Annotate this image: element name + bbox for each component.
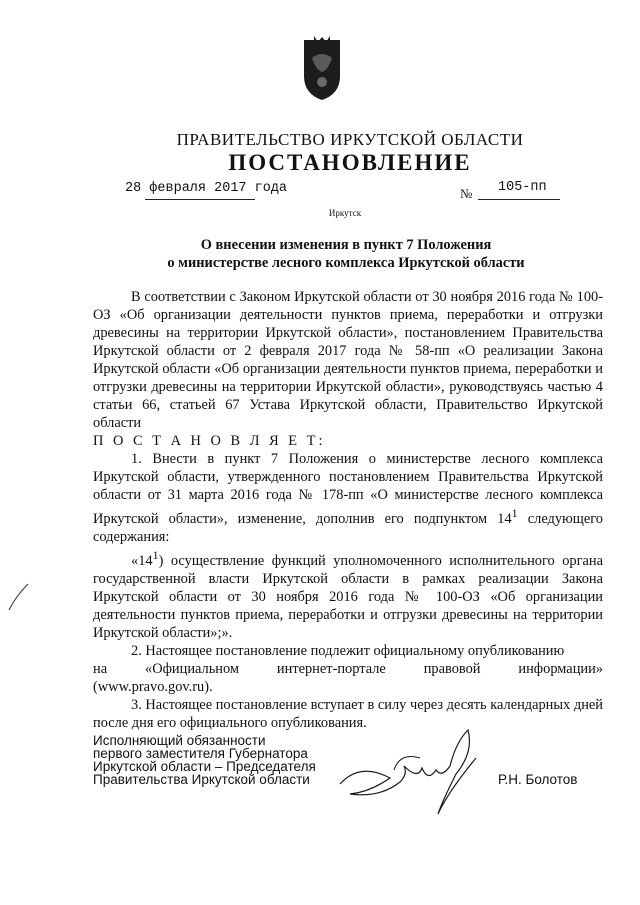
quote-text: ) осуществление функций уполномоченного исполнительного органа государственной власти Иркутской области в рамках реализации Закона Иркутской области от 30 ноября 2016 года № 100-ОЗ «Об организации деятельности пунктов приема, переработки и отгрузки древесины на территории Иркутской области»;». xyxy=(93,552,603,641)
title-line-2: о министерстве лесного комплекса Иркутской области xyxy=(167,255,525,271)
item-2-line-3: (www.pravo.gov.ru). xyxy=(93,678,213,695)
item-3-paragraph: 3. Настоящее постановление вступает в силу через десять календарных дней после дня его официального опубликования. xyxy=(93,696,603,731)
preamble-paragraph: В соответствии с Законом Иркутской области от 30 ноября 2016 года № 100-ОЗ «Об организации деятельности пунктов приема, переработки и отгрузки древесины на территории Иркутской области», постановлением Правительства Иркутской области от 2 февраля 2017 года № 58-пп «О реализации Закона Иркутской области «Об организации деятельности пунктов приема, переработки и отгрузки древесины на территории Иркутской области», руководствуясь частью 4 статьи 66, статьей 67 Устава Иркутской области, Правительство Иркутской области xyxy=(93,289,603,431)
quote-superscript: 1 xyxy=(152,547,159,562)
document-date: 28 февраля 2017 года xyxy=(125,181,288,196)
item-1-paragraph xyxy=(93,450,603,546)
position-line-4: Правительства Иркутской области xyxy=(93,772,310,787)
margin-mark xyxy=(6,580,30,612)
position-line-1: Исполняющий обязанности xyxy=(93,733,266,748)
government-name: ПРАВИТЕЛЬСТВО ИРКУТСКОЙ ОБЛАСТИ xyxy=(176,130,524,149)
item-1-text: 1. Внести в пункт 7 Положения о министерстве лесного комплекса Иркутской области, утвержденного постановлением Правительства Иркутской области от 31 марта 2016 года № 178-пп «О министерстве лесного комплекса Иркутской области», изменение, дополнив его подпунктом 14 xyxy=(93,451,603,527)
item-2-line-1: 2. Настоящее постановление подлежит официальному опубликованию xyxy=(131,642,565,659)
resolves-word: П О С Т А Н О В Л Я Е Т: xyxy=(93,433,326,449)
item-1-superscript: 1 xyxy=(511,506,518,520)
document-number: 105-пп xyxy=(498,180,547,195)
position-line-3: Иркутской области – Председателя xyxy=(93,759,316,774)
item-2-paragraph xyxy=(93,642,603,696)
quote-open: «14 xyxy=(131,552,153,569)
position-line-2: первого заместителя Губернатора xyxy=(93,746,308,761)
coat-of-arms-emblem xyxy=(300,36,344,102)
number-sign: № xyxy=(460,186,473,201)
item-2-line-2: на «Официальном интернет-портале правовой информации» xyxy=(93,660,603,677)
signatory-position xyxy=(93,734,316,786)
city-name: Иркутск xyxy=(328,208,362,218)
document-title xyxy=(90,236,602,272)
document-type: ПОСТАНОВЛЕНИЕ xyxy=(228,150,472,175)
document-body xyxy=(93,288,603,732)
handwritten-signature xyxy=(330,722,490,822)
title-line-1: О внесении изменения в пункт 7 Положения xyxy=(200,237,492,253)
signatory-name: Р.Н. Болотов xyxy=(498,772,578,787)
item-1-quote-paragraph xyxy=(93,546,603,642)
item-1-tail: следующего содержания: xyxy=(93,510,603,545)
number-underline xyxy=(478,199,560,200)
date-underline xyxy=(145,199,255,200)
